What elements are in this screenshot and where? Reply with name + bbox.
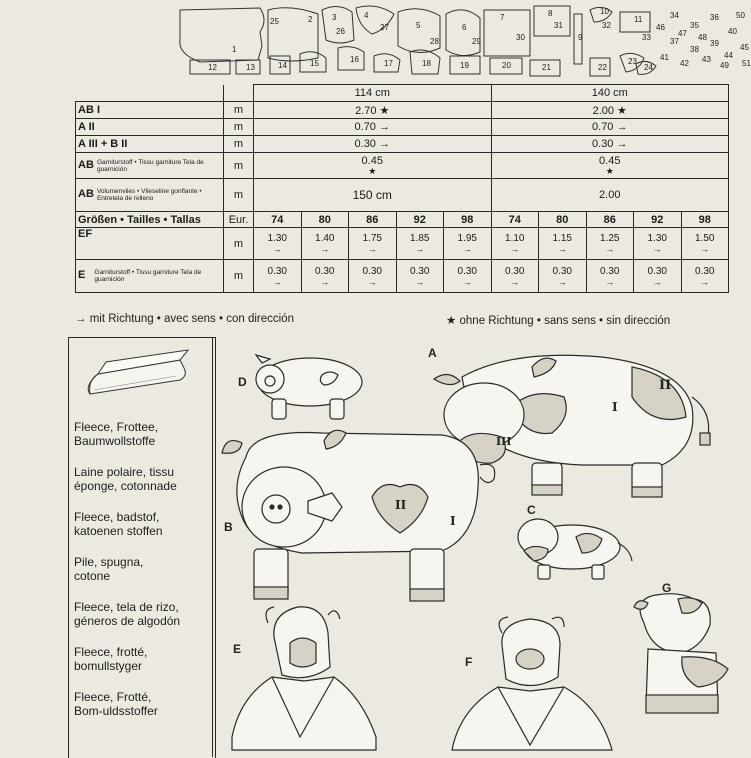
size-header: 98 (681, 212, 729, 228)
pattern-piece-number: 12 (208, 63, 217, 72)
pattern-piece-number: 48 (698, 33, 707, 42)
size-header: 92 (396, 212, 444, 228)
size-header: 74 (491, 212, 539, 228)
ef-unit: m (224, 228, 254, 260)
size-header: 86 (349, 212, 397, 228)
ef-values-cell (349, 228, 397, 260)
piece-shape (180, 8, 264, 62)
yardage-amount: 1.15 (552, 233, 572, 244)
yardage-amount: 0.30 (505, 265, 525, 277)
pattern-piece-number: 17 (384, 59, 393, 68)
yardage-amount: 0.30 (647, 265, 667, 277)
legend-with-direction: → mit Richtung • avec sens • con dirección (75, 313, 294, 325)
direction-arrow: → (320, 244, 330, 254)
pattern-piece-number: 6 (462, 23, 467, 32)
row-unit: m (224, 179, 254, 212)
value-140: 2.00 ★ (491, 102, 729, 119)
pattern-piece-number: 34 (670, 11, 679, 20)
view-g-puppet (634, 594, 728, 713)
pattern-piece-number: 27 (380, 23, 389, 32)
yardage-amount: 0.30 (267, 265, 287, 277)
ef-values-cell (254, 228, 302, 260)
direction-arrow: → (510, 244, 520, 254)
direction-arrow: → (700, 244, 710, 254)
fabric-suggestion-line: Baumwollstoffe (74, 434, 156, 448)
pattern-piece-number: 51 (742, 59, 751, 68)
row-sublabel: Volumenvlies • Vlieseline gonflante • Entretela de relleno (96, 188, 202, 202)
row-label-a2: A II (76, 119, 224, 136)
fabric-swatch-icon (84, 346, 194, 406)
pattern-piece-number: 24 (644, 63, 653, 72)
value-114 (254, 153, 492, 179)
direction-arrow: → (415, 276, 425, 287)
pattern-piece-number: 29 (472, 37, 481, 46)
value-140: 0.30 → (491, 136, 729, 153)
pattern-piece-number: 22 (598, 63, 607, 72)
direction-arrow: → (320, 276, 330, 287)
pattern-piece-number: 5 (416, 21, 421, 30)
pattern-piece-number: 33 (642, 33, 651, 42)
yardage-amount: 0.30 (362, 265, 382, 277)
row-label-batting (76, 179, 224, 212)
fabric-suggestion-line: katoenen stoffen (74, 524, 163, 538)
yardage-amount: 0.30 (552, 265, 572, 277)
fabric-code-view-a-I: I (612, 400, 618, 414)
view-c-cow (518, 519, 632, 579)
value-140-star: ★ (605, 166, 614, 176)
sizes-label: Größen • Tailles • Tallas (76, 212, 224, 228)
pattern-piece-number: 8 (548, 9, 553, 18)
value-114: 0.70 → (254, 119, 492, 136)
yardage-amount: 0.30 (600, 265, 620, 277)
pattern-piece-number: 25 (270, 17, 279, 26)
ef-values-cell (396, 228, 444, 260)
view-label-c: C (527, 503, 536, 517)
fabric-suggestion-line: Pile, spugna, (74, 555, 144, 569)
e-values-cell (254, 260, 302, 293)
yardage-amount: 1.75 (362, 233, 382, 244)
row-label-code: E (78, 269, 86, 281)
fabric-code-view-b-II: II (395, 498, 407, 512)
fabric-suggestion-line: Fleece, frotté, (74, 645, 148, 659)
direction-arrow: → (272, 276, 282, 287)
view-label-e: E (233, 642, 242, 656)
pattern-piece-number: 11 (634, 15, 643, 24)
yardage-amount: 0.30 (410, 265, 430, 277)
size-header: 80 (301, 212, 349, 228)
fabric-suggestion-line: cotone (74, 569, 111, 583)
ef-values-cell (586, 228, 634, 260)
yardage-amount: 1.30 (647, 233, 667, 244)
sizes-unit: Eur. (224, 212, 254, 228)
view-label-a: A (428, 346, 437, 360)
pattern-piece-number: 39 (710, 39, 719, 48)
pattern-piece-number: 18 (422, 59, 431, 68)
yardage-amount: 1.10 (505, 233, 525, 244)
pattern-piece-number: 21 (542, 63, 551, 72)
legend-without-direction: ★ ohne Richtung • sans sens • sin dirección (446, 315, 671, 327)
direction-arrow: → (557, 276, 567, 287)
e-unit: m (224, 260, 254, 293)
fabric-suggestion-line: géneros de algodón (74, 614, 181, 628)
pattern-piece-number: 26 (336, 27, 345, 36)
row-sublabel: Garniturstoff • Tissu garniture Tela de guarnición (96, 158, 204, 173)
fabric-suggestion-line: Fleece, tela de rizo, (74, 600, 179, 614)
direction-arrow: → (462, 244, 472, 254)
row-label-code: AB (78, 188, 94, 200)
pattern-piece-number: 16 (350, 55, 359, 64)
size-header: 92 (634, 212, 682, 228)
row-unit: m (224, 153, 254, 179)
yardage-amount: 1.85 (410, 233, 430, 244)
view-d-pig (256, 355, 362, 419)
fabric-suggestion-line: Bom-uldsstoffer (74, 704, 158, 718)
size-header: 80 (539, 212, 587, 228)
pattern-piece-number: 28 (430, 37, 439, 46)
yardage-amount: 1.30 (267, 233, 287, 244)
size-header: 74 (254, 212, 302, 228)
e-values-cell (634, 260, 682, 293)
value-140 (491, 153, 729, 179)
row-label-a3-b2: A III + B II (76, 136, 224, 153)
fabric-code-view-a-II: II (659, 378, 672, 393)
pattern-piece-number: 31 (554, 21, 563, 30)
pattern-piece-number: 23 (628, 57, 637, 66)
yardage-table (75, 84, 729, 293)
e-values-cell (396, 260, 444, 293)
ef-values-cell (491, 228, 539, 260)
yardage-amount: 1.50 (695, 233, 715, 244)
value-140-amount: 0.45 (599, 155, 621, 167)
fabric-suggestion-line: bomullstyger (74, 659, 143, 673)
pattern-piece-number: 44 (724, 51, 733, 60)
yardage-amount: 0.30 (457, 265, 477, 277)
pattern-piece-number: 15 (310, 59, 319, 68)
direction-arrow: → (367, 276, 377, 287)
view-label-d: D (238, 375, 247, 389)
row-sublabel: Garniturstoff • Tissu garniture Tela de guarnición (94, 269, 202, 283)
value-114: 2.70 ★ (254, 102, 492, 119)
row-unit: m (224, 119, 254, 136)
pattern-piece-number: 42 (680, 59, 689, 68)
pattern-piece-number: 40 (728, 27, 737, 36)
fabric-suggestion-line: Fleece, badstof, (74, 510, 160, 524)
direction-arrow: → (605, 276, 615, 287)
direction-arrow: → (700, 276, 710, 287)
fabric-code-view-b-I: I (450, 514, 456, 528)
yardage-amount: 1.40 (315, 233, 335, 244)
row-unit: m (224, 102, 254, 119)
e-values-cell (301, 260, 349, 293)
pattern-piece-number: 9 (578, 33, 583, 42)
row-label-ab1: AB I (76, 102, 224, 119)
pattern-pieces-strip (150, 0, 750, 84)
pattern-piece-number: 46 (656, 23, 665, 32)
value-114-star: ★ (368, 166, 377, 176)
fabric-suggestion-line: Laine polaire, tissu (74, 465, 175, 479)
direction-arrow: → (605, 244, 615, 254)
direction-arrow: → (652, 244, 662, 254)
pattern-piece-number: 19 (460, 61, 469, 70)
ef-label: EF (76, 228, 224, 260)
fabric-suggestion-line: éponge, cotonnade (74, 479, 177, 493)
e-values-cell (491, 260, 539, 293)
yardage-amount: 0.30 (315, 265, 335, 277)
value-140: 2.00 (491, 179, 729, 212)
pattern-piece-number: 13 (246, 63, 255, 72)
pattern-piece-number: 43 (702, 55, 711, 64)
direction-arrow: → (415, 244, 425, 254)
view-illustrations (212, 337, 750, 750)
pattern-piece-number: 32 (602, 21, 611, 30)
piece-shape (322, 6, 354, 43)
yardage-amount: 0.30 (695, 265, 715, 277)
pattern-piece-number: 47 (678, 29, 687, 38)
row-label-trim (76, 153, 224, 179)
view-label-b: B (224, 520, 233, 534)
direction-arrow: → (367, 244, 377, 254)
value-114: 150 cm (254, 179, 492, 212)
pattern-piece-number: 7 (500, 13, 505, 22)
view-f-robe (452, 617, 612, 750)
width-header-140: 140 cm (491, 85, 729, 102)
direction-arrow: → (557, 244, 567, 254)
pattern-piece-number: 30 (516, 33, 525, 42)
pattern-piece-number: 2 (308, 15, 313, 24)
value-114: 0.30 → (254, 136, 492, 153)
width-header-114: 114 cm (254, 85, 492, 102)
yardage-amount: 1.25 (600, 233, 620, 244)
e-values-cell (586, 260, 634, 293)
pattern-piece-number: 3 (332, 13, 337, 22)
pattern-piece-number: 10 (600, 7, 609, 16)
direction-arrow: → (510, 276, 520, 287)
e-values-cell (349, 260, 397, 293)
pattern-piece-number: 45 (740, 43, 749, 52)
pattern-piece-number: 38 (690, 45, 699, 54)
direction-arrow: → (462, 276, 472, 287)
direction-arrow: → (652, 276, 662, 287)
pattern-piece-number: 20 (502, 61, 511, 70)
yardage-amount: 1.95 (457, 233, 477, 244)
pattern-piece-number: 36 (710, 13, 719, 22)
ef-values-cell (539, 228, 587, 260)
pattern-piece-number: 37 (670, 37, 679, 46)
fabric-code-view-a-III: III (496, 435, 512, 448)
pattern-piece-number: 4 (364, 11, 369, 20)
ef-values-cell (634, 228, 682, 260)
e-values-cell (444, 260, 492, 293)
fabric-suggestion-line: Fleece, Frotté, (74, 690, 152, 704)
size-header: 86 (586, 212, 634, 228)
value-140: 0.70 → (491, 119, 729, 136)
view-e-robe (232, 607, 376, 750)
pattern-piece-number: 1 (232, 45, 237, 54)
e-label-cell (76, 260, 224, 293)
e-values-cell (681, 260, 729, 293)
pattern-piece-number: 35 (690, 21, 699, 30)
ef-values-cell (301, 228, 349, 260)
ef-values-cell (681, 228, 729, 260)
view-label-g: G (662, 581, 672, 595)
size-header: 98 (444, 212, 492, 228)
direction-arrow: → (272, 244, 282, 254)
ef-values-cell (444, 228, 492, 260)
pattern-piece-number: 14 (278, 61, 287, 70)
value-114-amount: 0.45 (361, 155, 383, 167)
row-label-code: AB (78, 158, 94, 171)
e-values-cell (539, 260, 587, 293)
row-unit: m (224, 136, 254, 153)
view-label-f: F (465, 655, 473, 669)
piece-shape (446, 10, 480, 56)
pattern-piece-number: 50 (736, 11, 745, 20)
pattern-piece-number: 41 (660, 53, 669, 62)
fabric-suggestion-line: Fleece, Frottee, (74, 420, 159, 434)
pattern-piece-number: 49 (720, 61, 729, 70)
